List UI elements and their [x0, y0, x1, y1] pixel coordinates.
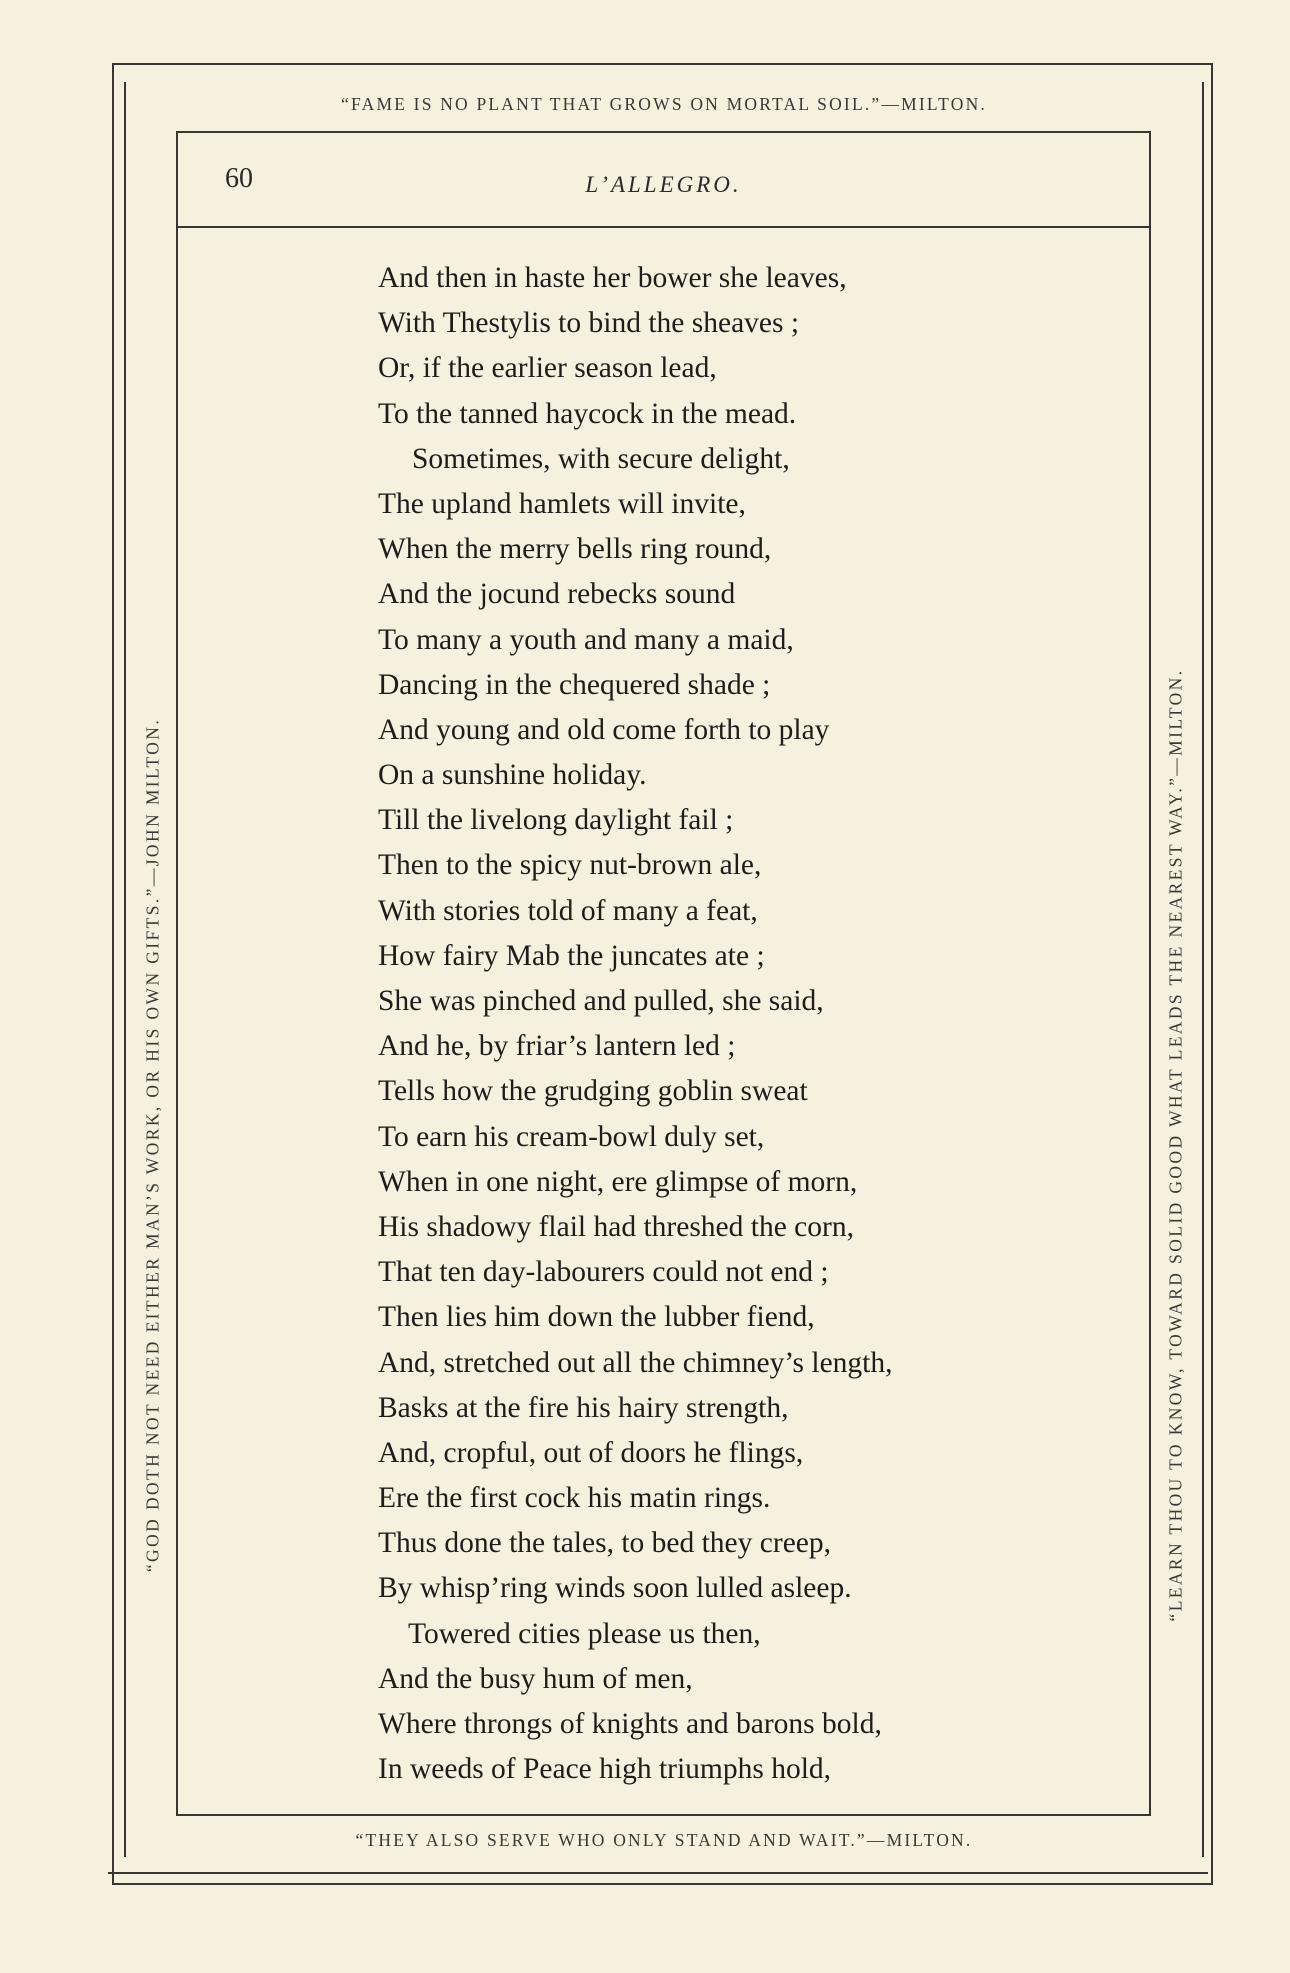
- poem-line: When the merry bells ring round,: [378, 533, 772, 566]
- left-border-quote: “GOD DOTH NOT NEED EITHER MAN’S WORK, OR HIS OWN GIFTS.”—JOHN MILTON.: [142, 717, 163, 1573]
- poem-line: Where throngs of knights and barons bold,: [378, 1708, 882, 1740]
- poem-line: And he, by friar’s lantern led ;: [378, 1030, 736, 1063]
- header-divider: [176, 226, 1151, 228]
- poem-line: By whisp’ring winds soon lulled asleep.: [378, 1572, 852, 1605]
- poem-line: That ten day-labourers could not end ;: [378, 1256, 829, 1289]
- poem-line: Then lies him down the lubber fiend,: [378, 1301, 815, 1334]
- poem-line: The upland hamlets will invite,: [378, 487, 746, 520]
- right-border-quote: “LEARN THOU TO KNOW, TOWARD SOLID GOOD WHAT LEADS THE NEAREST WAY.”—MILTON.: [1165, 668, 1186, 1622]
- poem-line: Ere the first cock his matin rings.: [378, 1482, 771, 1515]
- bottom-border-quote: “THEY ALSO SERVE WHO ONLY STAND AND WAIT.”—MILTON.: [355, 1830, 973, 1850]
- poem-line: His shadowy flail had threshed the corn,: [378, 1210, 854, 1243]
- poem-line: With Thestylis to bind the sheaves ;: [378, 307, 800, 340]
- poem-line: Thus done the tales, to bed they creep,: [378, 1527, 832, 1560]
- poem-line: She was pinched and pulled, she said,: [378, 985, 824, 1017]
- poem-line: Dancing in the chequered shade ;: [378, 668, 771, 701]
- top-border-quote: “FAME IS NO PLANT THAT GROWS ON MORTAL SOIL.”—MILTON.: [341, 94, 987, 114]
- poem-line: To the tanned haycock in the mead.: [378, 397, 797, 430]
- poem-line: Till the livelong daylight fail ;: [378, 804, 734, 837]
- poem-text: [378, 256, 893, 1792]
- poem-line: Or, if the earlier season lead,: [378, 352, 717, 385]
- poem-line: Sometimes, with secure delight,: [412, 442, 790, 475]
- bottom-rule: [108, 1872, 1208, 1874]
- poem-line: And the busy hum of men,: [378, 1662, 693, 1695]
- poem-line: Tells how the grudging goblin sweat: [378, 1075, 808, 1108]
- poem-line: And then in haste her bower she leaves,: [378, 262, 847, 294]
- running-title: L’ALLEGRO.: [585, 172, 742, 197]
- poem-line: Then to the spicy nut-brown ale,: [378, 849, 762, 882]
- poem-line: And, stretched out all the chimney’s length,: [378, 1346, 893, 1379]
- poem-line: On a sunshine holiday.: [378, 759, 647, 792]
- poem-line: And the jocund rebecks sound: [378, 578, 736, 611]
- poem-line: To many a youth and many a maid,: [378, 623, 794, 656]
- page-number: 60: [225, 163, 253, 194]
- poem-line: In weeds of Peace high triumphs hold,: [378, 1753, 832, 1786]
- poem-line: How fairy Mab the juncates ate ;: [378, 939, 765, 972]
- poem-line: And young and old come forth to play: [378, 713, 830, 746]
- poem-line: Basks at the fire his hairy strength,: [378, 1391, 789, 1424]
- poem-line: When in one night, ere glimpse of morn,: [378, 1165, 858, 1198]
- poem-line: And, cropful, out of doors he flings,: [378, 1436, 804, 1469]
- poem-line: With stories told of many a feat,: [378, 894, 758, 927]
- poem-line: Towered cities please us then,: [408, 1617, 761, 1650]
- poem-line: To earn his cream-bowl duly set,: [378, 1120, 765, 1153]
